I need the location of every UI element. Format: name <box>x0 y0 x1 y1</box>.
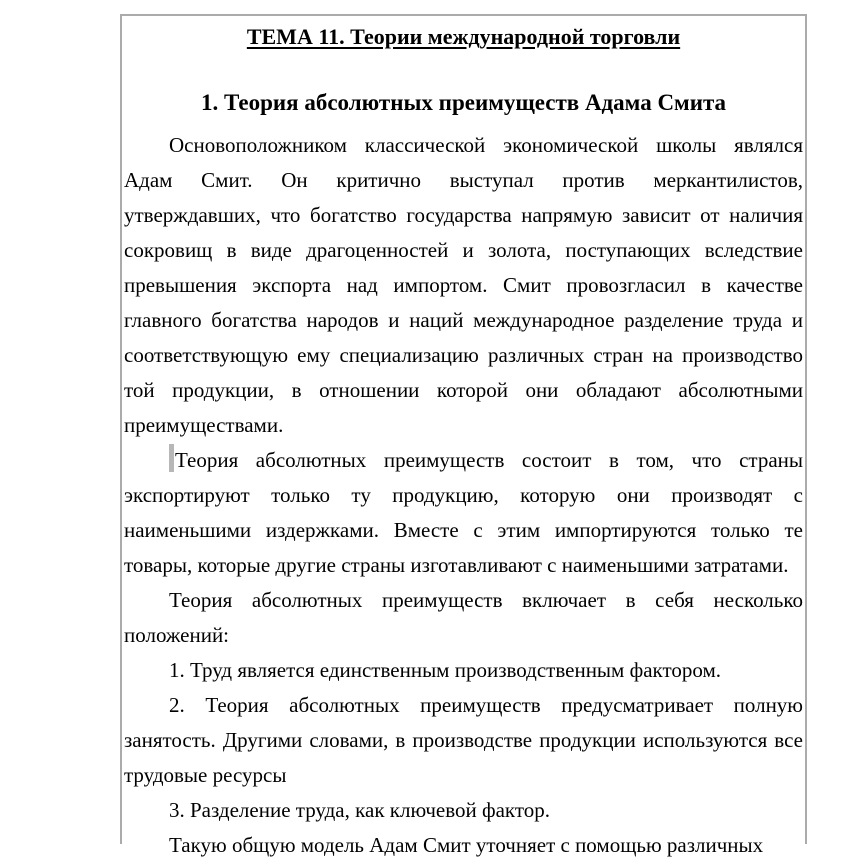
paragraph-model-clarification[interactable]: Такую общую модель Адам Смит уточняет с помощью различных <box>169 833 764 857</box>
text-cursor <box>169 444 174 472</box>
document-title[interactable]: ТЕМА 11. Теории международной торговли <box>246 24 681 49</box>
document-page[interactable] <box>120 14 807 857</box>
list-item-3[interactable]: 3. Разделение труда, как ключевой фактор. <box>169 798 550 822</box>
paragraph-theory-statement[interactable] <box>124 443 803 583</box>
section-heading[interactable]: 1. Теория абсолютных преимуществ Адама Смита <box>200 90 727 115</box>
paragraph-text: Теория абсолютных преимуществ состоит в том, что страны экспортируют только ту продукцию, которую они производят с наименьшими издержками. Вместе с этим импортируются только те товары, которые другие страны изготавливают с наименьшими затратами. <box>124 448 803 577</box>
paragraph-intro[interactable]: Основоположником классической экономической школы являлся Адам Смит. Он критично выступал против меркантилистов, утверждавших, что богатство государства напрямую зависит от наличия сокровищ в виде драгоценностей и золота, поступающих вследствие превышения экспорта над импортом. Смит провозгласил в качестве главного богатства народов и наций международное разделение труда и соответствующую ему специализацию различных стран на производство той продукции, в отношении которой они обладают абсолютными преимуществами. <box>124 133 803 437</box>
list-item-1[interactable]: 1. Труд является единственным производственным фактором. <box>169 658 721 682</box>
list-item-2[interactable]: 2. Теория абсолютных преимуществ предусматривает полную занятость. Другими словами, в производстве продукции используются все трудовые ресурсы <box>124 693 803 787</box>
paragraph-provisions-intro[interactable]: Теория абсолютных преимуществ включает в себя несколько положений: <box>124 588 803 647</box>
